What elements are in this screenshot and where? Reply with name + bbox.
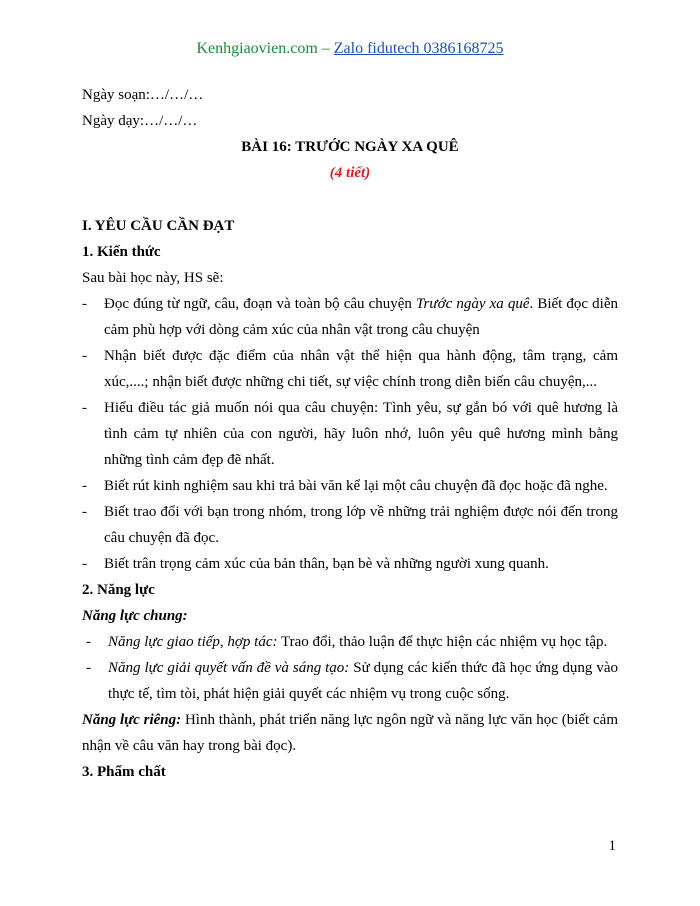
site-name: Kenhgiaovien.com [196, 40, 318, 57]
lesson-title: BÀI 16: TRƯỚC NGÀY XA QUÊ [241, 139, 459, 155]
lesson-duration: (4 tiết) [329, 165, 371, 181]
teach-date: Ngày dạy:…/…/… [82, 113, 198, 129]
list-item: - Đọc đúng từ ngữ, câu, đoạn và toàn bộ câu chuyện Trước ngày xa quê. Biết đọc diễn cảm phù hợp với dòng cảm xúc của nhân vật trong câu chuyện [82, 296, 618, 338]
knowledge-list [82, 291, 618, 577]
general-competence-list [82, 629, 618, 707]
list-item: - Năng lực giải quyết vấn đề và sáng tạo: Sử dụng các kiến thức đã học ứng dụng vào thực tế, tìm tòi, phát hiện giải quyết các nhiệm vụ trong cuộc sống. [86, 660, 618, 702]
contact-link[interactable]: Zalo fidutech 0386168725 [333, 40, 504, 57]
document-body [82, 82, 618, 785]
specific-competence: Năng lực riêng: Hình thành, phát triển năng lực ngôn ngữ và năng lực văn học (biết cảm nhận về câu văn hay trong bài đọc). [82, 712, 618, 754]
subheading-competence: 2. Năng lực [82, 582, 155, 598]
general-competence-heading: Năng lực chung: [82, 608, 188, 624]
prep-date: Ngày soạn:…/…/… [82, 87, 204, 103]
page-header [0, 40, 700, 58]
header-separator: – [321, 40, 330, 57]
list-item: - Hiểu điều tác giả muốn nói qua câu chuyện: Tình yêu, sự gắn bó với quê hương là tình cảm tự nhiên của con người, hãy luôn nhớ, luôn yêu quê hương mình bằng những tình cảm đẹp đẽ nhất. [82, 400, 618, 468]
list-item: - Biết trân trọng cảm xúc của bản thân, bạn bè và những người xung quanh. [82, 556, 549, 572]
section-heading-requirements: I. YÊU CẦU CẦN ĐẠT [82, 218, 235, 234]
intro-text: Sau bài học này, HS sẽ: [82, 270, 224, 286]
subheading-knowledge: 1. Kiến thức [82, 244, 161, 260]
list-item: - Nhận biết được đặc điểm của nhân vật thể hiện qua hành động, tâm trạng, cảm xúc,....; nhận biết được những chi tiết, sự việc chính trong diễn biến câu chuyện,... [82, 348, 618, 390]
story-title: Trước ngày xa quê [416, 296, 530, 312]
list-item: - Biết rút kinh nghiệm sau khi trả bài văn kể lại một câu chuyện đã đọc hoặc đã nghe. [82, 478, 608, 494]
list-item: - Năng lực giao tiếp, hợp tác: Trao đổi, thảo luận để thực hiện các nhiệm vụ học tập. [86, 634, 608, 650]
page-number: 1 [608, 838, 616, 854]
list-item: - Biết trao đổi với bạn trong nhóm, trong lớp về những trải nghiệm được nói đến trong câu chuyện đã đọc. [82, 504, 618, 546]
subheading-qualities: 3. Phẩm chất [82, 764, 166, 780]
